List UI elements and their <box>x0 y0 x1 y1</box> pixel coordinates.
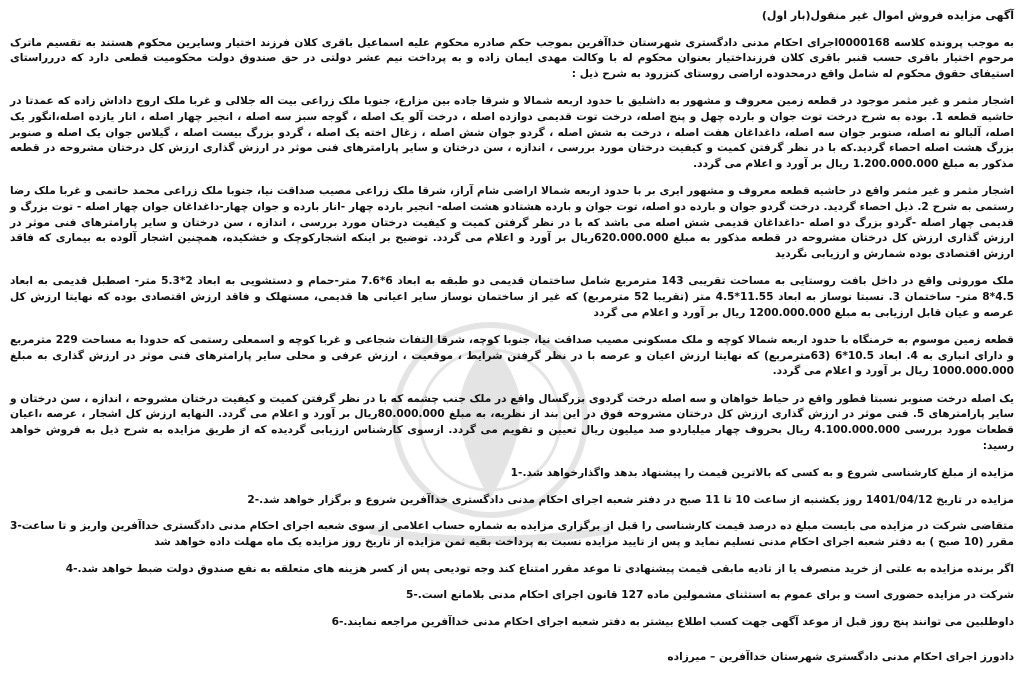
notice-signature: دادورز اجرای احکام مدنی دادگستری شهرستان خداآفرین – میرزاده <box>667 651 1014 664</box>
condition-6: داوطلبین می توانند پنج روز قبل از موعد آگهی جهت کسب اطلاع بیشتر به دفتر شعبه اجرای احکام مدنی خداآفرین مراجعه نمایند.-6 <box>331 615 1014 628</box>
notice-item-2: اشجار مثمر و غیر مثمر واقع در حاشیه قطعه معروف و مشهور ایری بر با حدود اربعه شمالا اراضی شام آراز، شرقا ملک زراعی مصیب صداقت نیا، جنوبا ملک زراعی محمد حاتمی و غربا ملک رضا رستمی به شرح 2. ذیل احصاء گردید. درخت گردو جوان و بارده دو اصله، توت جوان و بارده هشتادو هشت اصله- انجیر بارده چهار -انار بارده و جوان چهار-داغداغان جوان چهار اصله - توت بزرگ و قدیمی چهار اصله -گردو بزرگ دو اصله -داغداغان قدیمی شش اصله می باشد که با در نظر گرفتن کمیت و کیفیت درختان مورد بررسی ، اندازه ، سن درختان و سایر پارامترهای فنی موثر در ارزش گذاری ارزش کل درختان مشروحه در قطعه مذکور به مبلغ 620.000.000ریال بر آورد و اعلام می گردد. توضیح بر اینکه اشجارکوچک و خشکیده، همچنین اشجار آلوده به بیماری که فاقد ارزش اقتصادی بوده شمارش و ارزیابی نگردید <box>10 185 1014 260</box>
condition-1: مزایده از مبلغ کارشناسی شروع و به کسی که بالاترین قیمت را پیشنهاد بدهد واگذارخواهد شد.-1 <box>510 467 1014 480</box>
notice-item-5: یک اصله درخت صنوبر نسبتا قطور واقع در حیاط خواهان و سه اصله درخت گردوی بزرگسال واقع در ملک جنب چشمه که با در نظر گرفتن کمیت و کیفیت درختان مشروحه ، اندازه ، سن درختان و سایر پارامترهای 5. فنی موثر در ارزش گذاری ارزش کل درختان مشروحه فوق در این بند از نظریه، به مبلغ 80.000.000ریال بر آورد و اعلام می گردد. النهایه ارزش کل اشجار ، عرصه ،اعیان قطعات مورد بررسی 4.100.000.000 ریال بحروف چهار میلیاردو صد میلیون ریال تعیین و تقویم می گردد. ازسوی کارشناس ارزیابی گردیده که از طریق مزایده به شرح ذیل به فروش خواهد رسید: <box>10 392 1014 452</box>
notice-item-3: ملک موروثی واقع در داخل بافت روستایی به مساحت تقریبی 143 مترمربع شامل ساختمان قدیمی دو طبقه به ابعاد 6*7.6 متر-حمام و دستشویی به ابعاد 2*5.3 متر- اصطبل قدیمی به ابعاد 4.5*8 متر- ساختمان 3. نسبتا نوساز به ابعاد 11.55*4.5 متر (تقریبا 52 مترمربع) که غیر از ساختمان نوساز سایر اعیانی ها قدیمی، مستهلک و فاقد ارزش اقتصادی بوده که نهایتا ارزش کل عرصه و عیان قابل ارزیابی به مبلغ 1200.000.000 ریال بر آورد و اعلام می گردد <box>10 275 1014 319</box>
notice-intro: به موجب پرونده کلاسه 0000168اجرای احکام مدنی دادگستری شهرستان خداآفرین بموجب حکم صادره محکوم علیه اسماعیل باقری کلان فرزند اختیار وسایرین محکوم هستند به تقسیم ماترک مرحوم اختیار باقری حسب قنبر باقری کلان فرزنداختیار بعنوان محکوم له با وکالت مهدی ایمان زاده و به پرداخت نیم عشر دولتی در حق صندوق دولت محکومیت قطعی دارد که دررراستای استیفای حقوق محکوم له شامل واقع درمحدوده اراضی روستای کنزرود به شرح ذیل : <box>10 36 1014 80</box>
condition-4: اگر برنده مزایده به علتی از خرید منصرف یا از تادیه مابقی قیمت پیشنهادی تا موعد مقرر امتناع کند وجه تودیعی پس از کسر هزینه های متعلقه به نفع صندوق دولت ضبط خواهد شد.-4 <box>65 562 1014 575</box>
notice-item-1: اشجار مثمر و غیر مثمر موجود در قطعه زمین معروف و مشهور به داشلیق با حدود اربعه شمالا و شرقا جاده بین مزارع، جنوبا ملک زراعی بیت اله جلالی و غربا ملک اروج داداش زاده که عمدتا در حاشیه قطعه 1. بوده به شرح درخت توت جوان و بارده چهل و پنج اصله، درخت توت قدیمی دوازده اصله ، درخت آلو یک اصله ، گوجه سبز سه اصله ، انجیر چهار اصله ، انار یازده اصله،انگور یک اصله، آلبالو نه اصله، صنوبر جوان سه اصله، داغداغان هفت اصله ، درخت به شش اصله ، گردو جوان شش اصله ، زغال اخته یک اصله ، گردو بزرگ بیست اصله ، گیلاس جوان یک اصله و صنوبر بزرگ هشت اصله احصاء گردید.که با در نظر گرفتن کمیت و کیفیت درختان مورد بررسی ، اندازه ، سن درختان و سایر پارامترهای فنی موثر در ارزش گذاری ارزش کل درختان مشروحه در قطعه مذکور به مبلغ 1.200.000.000 ریال بر آورد و اعلام می گردد. <box>10 95 1014 170</box>
notice-item-4: قطعه زمین موسوم به خرمنگاه با حدود اربعه شمالا کوچه و ملک مسکونی مصیب صداقت نیا، جنوبا کوچه، شرقا التفات شجاعی و غربا کوچه و اسمعلی رستمی که حدودا به مساحت 229 مترمربع و دارای انباری به 4. ابعاد 10.5*6 (63مترمربع) که نهایتا ارزش اعیان و عرصه با در نظر گرفتن شرایط ، موقعیت ، ارزش عرفی و محلی سایر پارامترهای فنی موثر در ارزش گذاری به مبلغ 1000.000.000 ریال بر آورد و اعلام می گردد. <box>10 334 1015 378</box>
condition-2: مزایده در تاریخ 1401/04/12 روز یکشنبه از ساعت 10 تا 11 صبح در دفتر شعبه اجرای احکام مدنی دادگستری خداآفرین شروع و برگزار خواهد شد.-2 <box>247 493 1014 506</box>
notice-body <box>10 8 1014 666</box>
condition-5: شرکت در مزایده حضوری است و برای عموم به استثنای مشمولین ماده 127 قانون اجرای احکام مدنی بلامانع است.-5 <box>406 589 1014 602</box>
notice-title: آگهی مزایده فروش اموال غیر منقول(بار اول) <box>761 9 1014 22</box>
condition-3: متقاضی شرکت در مزایده می بایست مبلغ ده درصد قیمت کارشناسی را قبل از برگزاری مزایده به شماره حساب اعلامی از سوی شعبه اجرای احکام مدنی دادگستری خداآفرین واریز و تا ساعت-3 مقرر (10 صبح ) به دفتر شعبه اجرای احکام مدنی تسلیم نماید و پس از تایید مزایده نسبت به پرداخت بقیه ثمن مزایده از تاریخ روز مزایده یک ماه مهلت داده خواهد شد <box>10 520 1014 549</box>
